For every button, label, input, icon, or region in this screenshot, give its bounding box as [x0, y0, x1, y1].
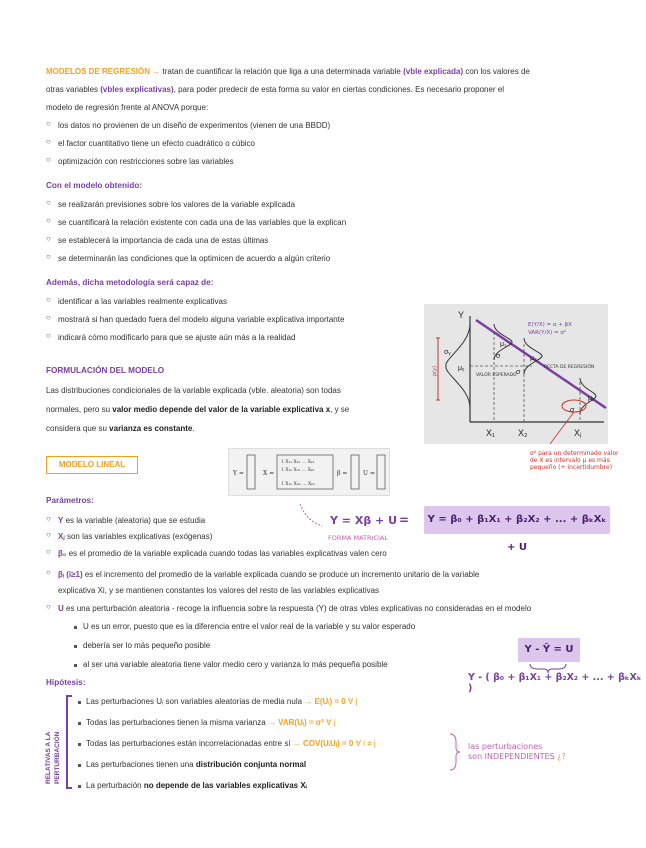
matrix-notation — [229, 449, 389, 495]
arrow-icon: → — [267, 718, 276, 727]
param-y — [58, 515, 205, 527]
bullet-icon: ○ — [46, 216, 51, 225]
list-item: se determinarán las condiciones que la optimicen de acuerdo a algún criterio — [58, 254, 331, 263]
sigma-label: σ — [516, 369, 521, 376]
bullet-icon: ○ — [46, 295, 51, 304]
note-line-2 — [468, 752, 566, 762]
bold-text: no depende de las variables explicativas Xᵢ — [143, 781, 307, 790]
y-axis-label: Y — [458, 310, 465, 320]
x2-label: X₂ — [518, 428, 528, 438]
hypothesis-2 — [86, 717, 336, 729]
matrix-u-eq: U = — [363, 470, 375, 477]
mu2-label: μ₂ — [530, 355, 537, 362]
x1-label: X₁ — [486, 428, 496, 438]
bullet-icon: ○ — [46, 568, 51, 577]
bullet-icon: ○ — [46, 234, 51, 243]
section-heading: Parámetros: — [46, 496, 94, 505]
text: es el promedio de la variable explicada cuando todas las variables explicativas valen cero — [68, 549, 387, 558]
xj-label: Xⱼ — [574, 428, 582, 438]
recta-label: RECTA DE REGRESIÓN — [544, 365, 595, 370]
bullet-icon: ○ — [46, 602, 51, 611]
pink-arrow-icon — [296, 500, 326, 530]
sigma-label: σ — [496, 353, 501, 360]
residual-expression: Y - ( β₀ + β₁X₁ + β₂X₂ + ... + βₖXₖ ) — [468, 672, 642, 694]
bullet-icon — [74, 664, 77, 667]
intro-highlight: (vbles explicativas) — [100, 85, 174, 94]
residual-box — [518, 638, 580, 662]
intro-line-1 — [46, 66, 530, 78]
formulation-line-2 — [46, 404, 349, 416]
text: Todas las perturbaciones están incorrelacionadas entre sí — [86, 739, 291, 748]
symbol: Y — [58, 516, 64, 525]
side-label-svg — [42, 692, 64, 788]
pdf-label: p(y) — [432, 365, 438, 376]
symbol: Xⱼ — [58, 532, 65, 541]
bullet-icon: ○ — [46, 514, 51, 523]
matrix-b-eq: β = — [337, 470, 348, 477]
formulation-line-1: Las distribuciones condicionales de la variable explicada (vble. aleatoria) son todas — [46, 386, 341, 395]
matrix-box — [228, 448, 390, 496]
text: es una perturbación aleatoria - recoge la influencia sobre la respuesta (Y) de otras vbles explicativas no consideradas en el modelo — [66, 604, 532, 613]
valor-esperado-label: VALOR ESPERADO — [476, 373, 517, 378]
arrow-icon: → — [304, 697, 313, 706]
intro-text: , para poder predecir de esta forma su valor en ciertas condiciones. Es necesario proponer el — [173, 85, 505, 94]
text: La perturbación — [86, 781, 142, 790]
param-bi — [58, 569, 479, 581]
formulation-line-3 — [46, 423, 195, 435]
hypothesis-1 — [86, 696, 357, 708]
param-b0 — [58, 548, 387, 560]
modelo-lineal-badge: MODELO LINEAL — [46, 456, 138, 474]
svg-text:1 X₁₁ X₂₁ … Xₖ₁: 1 X₁₁ X₂₁ … Xₖ₁ — [281, 460, 315, 465]
side-label-2: PERTURBACIÓN — [54, 731, 61, 784]
svg-text:1 X₁ₙ X₂ₙ … Xₖₙ: 1 X₁ₙ X₂ₙ … Xₖₙ — [281, 482, 315, 487]
mu-y-label: μᵧ — [458, 365, 465, 372]
list-item: optimización con restricciones sobre las variables — [58, 157, 234, 166]
bullet-icon: ○ — [46, 155, 51, 164]
hypothesis-4 — [86, 759, 306, 771]
bullet-icon: ○ — [46, 530, 51, 539]
list-item: se cuantificará la relación existente con cada una de las variables que la explican — [58, 218, 347, 227]
highlight: COV(UᵢUⱼ) = 0 — [303, 739, 354, 748]
bold-text: varianza es constante — [109, 424, 193, 433]
bullet-icon: ○ — [46, 119, 51, 128]
note-line-1: las perturbaciones — [468, 742, 543, 751]
independence-note — [468, 742, 566, 762]
matrix-y-eq: Y = — [233, 470, 244, 477]
text: es el incremento del promedio de la variable explicada cuando se produce un incremento unitario de la variable — [84, 570, 480, 579]
red-pointer — [544, 412, 574, 444]
formula-text: Y = β₀ + β₁X₁ + β₂X₂ + ... + βₖXₖ + U — [427, 514, 607, 553]
intro-text: con los valores de — [465, 67, 530, 76]
bold-text: distribución conjunta normal — [195, 760, 307, 769]
list-item: U es un error, puesto que es la diferencia entre el valor real de la variable y su valor esperado — [83, 622, 416, 631]
list-item: se realizarán previsiones sobre los valores de la variable explicada — [58, 200, 296, 209]
pink-brace-icon — [448, 732, 462, 772]
param-bi-cont: explicativa Xi, y se mantienen constantes los valores del resto de las variables explicativas — [58, 586, 380, 595]
list-item: se establecerá la importancia de cada una de estas últimas — [58, 236, 269, 245]
equals-sign: = — [399, 513, 410, 527]
bullet-icon — [78, 785, 81, 788]
bullet-icon: ○ — [46, 547, 51, 556]
list-item: el factor cuantitativo tiene un efecto cuadrático o cúbico — [58, 139, 256, 148]
param-x — [58, 531, 212, 543]
text: Las perturbaciones tienen una — [86, 760, 194, 769]
text: , y se — [330, 405, 350, 414]
side-label-1: RELATIVAS A LA — [45, 731, 52, 784]
bold-text: valor medio depende del valor de la variable explicativa x — [112, 405, 331, 414]
quantifier: ∀ i ≠ j — [355, 739, 376, 748]
quantifier: ∀ j — [347, 697, 358, 706]
bullet-icon: ○ — [46, 137, 51, 146]
bullet-icon: ○ — [46, 313, 51, 322]
regression-figure — [424, 304, 608, 444]
formula-box — [424, 506, 610, 553]
highlight: E(Uᵢ) = 0 — [314, 697, 346, 706]
bullet-icon — [74, 626, 77, 629]
param-u — [58, 603, 531, 615]
intro-title: MODELOS DE REGRESIÓN — [46, 67, 151, 76]
sigma-y-label: σᵧ — [444, 349, 451, 356]
text: es la variable (aleatoria) que se estudia — [65, 516, 206, 525]
regression-diagram — [424, 304, 608, 444]
bullet-icon — [78, 722, 81, 725]
arrow-icon: → — [152, 67, 161, 76]
arrow-icon: → — [292, 739, 301, 748]
intro-text: otras variables — [46, 85, 99, 94]
residual-text: Y - Ŷ = U — [524, 644, 574, 655]
section-heading: Con el modelo obtenido: — [46, 181, 142, 190]
svg-text:1 X₁₂ X₂₂ … Xₖ₂: 1 X₁₂ X₂₂ … Xₖ₂ — [281, 468, 315, 473]
text: son las variables explicativas (exógenas) — [66, 532, 213, 541]
intro-line-3: modelo de regresión frente al ANOVA porque: — [46, 103, 209, 112]
list-item: mostrará si han quedado fuera del modelo alguna variable explicativa importante — [58, 315, 345, 324]
quantifier: ∀ j — [326, 718, 336, 727]
text: considera que su — [46, 424, 107, 433]
text: Las perturbaciones Uᵢ son variables aleatorias de media nula — [86, 697, 303, 706]
intro-text: tratan de cuantificar la relación que liga a una determinada variable — [162, 67, 401, 76]
bullet-icon — [78, 701, 81, 704]
bracket-icon — [64, 694, 74, 790]
muj-label: μⱼ — [588, 395, 594, 402]
note-text: son INDEPENDIENTES — [468, 752, 555, 761]
list-item: al ser una variable aleatoria tiene valor medio cero y varianza lo más pequeña posible — [83, 660, 388, 669]
forma-matricial-label: FORMA MATRICIAL — [328, 534, 388, 542]
matrix-form-eq: Y = Xβ + U — [330, 514, 398, 527]
bullet-icon: ○ — [46, 198, 51, 207]
list-item: los datos no provienen de un diseño de experimentos (vienen de una BBDD) — [58, 121, 331, 130]
mu1-label: μ₁ — [500, 341, 507, 348]
bullet-icon: ○ — [46, 252, 51, 261]
eq-expectation: E(Y/X) = α + βX — [528, 322, 572, 328]
symbol: U — [58, 604, 64, 613]
section-heading: Además, dicha metodología será capaz de: — [46, 278, 214, 287]
text: Todas las perturbaciones tienen la misma varianza — [86, 718, 266, 727]
list-item: identificar a las variables realmente explicativas — [58, 297, 227, 306]
highlight: VAR(Uᵢ) = σ² — [278, 718, 324, 727]
bullet-icon — [78, 764, 81, 767]
section-heading: Hipótesis: — [46, 678, 86, 687]
eq-variance: VAR(Y/X) = σ² — [528, 330, 567, 336]
matrix-x-eq: X = — [263, 470, 275, 477]
hypothesis-3 — [86, 738, 376, 750]
bullet-icon — [74, 645, 77, 648]
bullet-icon: ○ — [46, 331, 51, 340]
list-item: indicará cómo modificarlo para que se ajuste aún más a la realidad — [58, 333, 296, 342]
text: normales, pero su — [46, 405, 111, 414]
symbol: β₀ — [58, 549, 67, 558]
symbol: βᵢ (i≥1) — [58, 570, 83, 579]
bullet-icon — [78, 743, 81, 746]
section-heading: FORMULACIÓN DEL MODELO — [46, 366, 165, 375]
intro-highlight: (vble explicada) — [403, 67, 464, 76]
question-mark: ¿? — [557, 752, 566, 761]
list-item: debería ser lo más pequeño posible — [83, 641, 211, 650]
red-annotation: σ² para un determinado valor de X es intervalo μ es más pequeño (+ incertidumbre) — [530, 450, 619, 471]
text: . — [192, 424, 195, 433]
side-label — [42, 692, 64, 788]
intro-line-2 — [46, 84, 504, 96]
sigma-label: σ — [570, 407, 575, 414]
hypothesis-5 — [86, 780, 307, 792]
